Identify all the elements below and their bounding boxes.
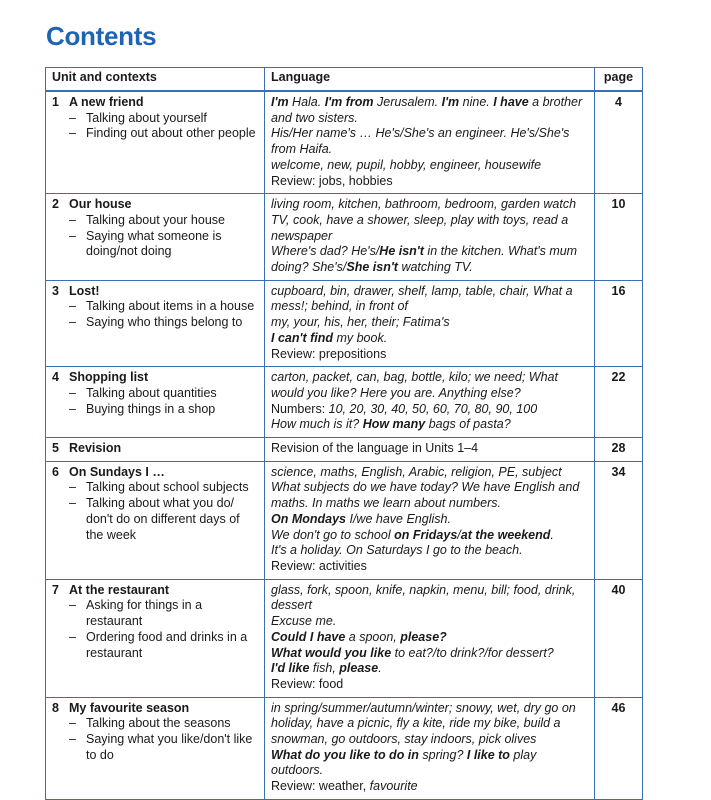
language-segment: at the weekend [460,527,551,542]
language-segment: I'd like [271,661,310,676]
unit-name: Our house [69,197,132,212]
context-item: – Talking about the seasons [69,716,260,732]
unit-name: On Sundays I … [69,464,165,479]
unit-heading [52,441,260,457]
language-segment: Jerusalem. [373,95,442,109]
unit-name: Revision [69,441,122,456]
language-segment: my book. [333,330,388,345]
unit-name: Shopping list [69,370,149,385]
language-segment: play outdoors. [271,747,537,778]
language-segment: I'm [441,95,460,109]
context-list [52,213,260,260]
language-segment: Where's dad? He's/ [271,244,380,259]
context-item: – Talking about quantities [69,386,260,402]
language-line [271,95,590,126]
language-segment: please? [400,629,447,644]
context-item: – Talking about your house [69,213,260,229]
language-segment: to eat?/to drink?/for dessert? [391,645,554,660]
language-segment: 10, 20, 30, 40, 50, 60, 70, 80, 90, 100 [328,401,538,416]
unit-heading [52,284,260,300]
language-line [271,646,590,662]
page-number: 22 [595,367,643,438]
language-segment: Could I have [271,629,346,644]
table-header-row [46,68,643,92]
language-line [271,158,590,174]
language-cell [265,194,595,281]
language-line [271,465,590,512]
page-number: 40 [595,579,643,697]
unit-number: 6 [52,464,59,479]
language-segment: please [339,661,379,676]
unit-heading [52,197,260,213]
language-cell [265,438,595,462]
unit-name: At the restaurant [69,582,170,597]
unit-number: 3 [52,283,59,298]
language-segment: Hala. [288,95,325,109]
language-cell [265,579,595,697]
language-line [271,661,590,677]
language-line [271,417,590,433]
contents-table [45,67,643,800]
language-segment: Review: prepositions [271,346,387,361]
page-title: Contents [46,21,157,51]
language-segment: glass, fork, spoon, knife, napkin, menu, bill; food, drink, dessert [271,582,576,613]
language-segment: . [550,527,554,542]
language-line [271,244,590,275]
unit-heading [52,465,260,481]
language-line [271,677,590,693]
language-segment: Review: activities [271,558,367,573]
language-segment: a brother and two sisters. [271,95,583,125]
context-item: – Talking about what you do/ don't do on different days of the week [69,496,260,543]
language-segment: Excuse me. [271,614,337,629]
language-segment: Review: weather, [271,779,370,794]
context-list [52,386,260,417]
language-line [271,347,590,363]
language-cell [265,280,595,367]
language-segment: How much is it? [271,417,363,432]
unit-heading [52,95,260,111]
page-number: 16 [595,280,643,367]
unit-name: Lost! [69,283,100,298]
context-item: – Saying what someone is doing/not doing [69,229,260,260]
language-segment: I'm from [324,95,374,109]
language-line [271,701,590,748]
language-cell [265,367,595,438]
unit-cell [46,194,265,281]
language-line [271,174,590,190]
page-number: 28 [595,438,643,462]
table-row [46,280,643,367]
language-segment: What do you like to do in [271,747,419,762]
language-line [271,779,590,795]
unit-cell [46,461,265,579]
context-list [52,716,260,763]
context-item: – Talking about items in a house [69,299,260,315]
language-segment: carton, packet, can, bag, bottle, kilo; we need; What would you like? Here you are. Anything else? [271,370,558,400]
unit-number: 1 [52,95,59,109]
language-line [271,630,590,646]
unit-name: A new friend [69,95,144,109]
language-segment: / [457,527,461,542]
language-line [271,370,590,401]
unit-heading [52,583,260,599]
unit-number: 5 [52,441,59,456]
unit-name: My favourite season [69,700,190,715]
language-line [271,197,590,244]
language-line [271,528,590,544]
context-item: – Saying what you like/don't like to do [69,732,260,763]
language-segment: nine. [459,95,494,109]
page-number: 4 [595,91,643,194]
language-segment: favourite [369,779,418,794]
context-item: – Finding out about other people [69,126,260,142]
language-segment: my, your, his, her, their; Fatima's [271,315,450,330]
context-item: – Saying who things belong to [69,315,260,331]
context-list [52,299,260,330]
unit-cell [46,280,265,367]
language-segment: We don't go to school [271,527,395,542]
language-line [271,315,590,331]
language-segment: It's a holiday. On Saturdays I go to the beach. [271,543,523,558]
language-segment: welcome, new, pupil, hobby, engineer, housewife [271,157,542,172]
language-segment: Numbers: [271,401,329,416]
unit-number: 7 [52,582,59,597]
table-row [46,579,643,697]
unit-number: 8 [52,700,59,715]
language-column-header: Language [265,68,595,92]
language-segment: in spring/summer/autumn/winter; snowy, wet, dry go on holiday, have a picnic, fly a kite, ride my bike, build a snowman, go outdoors, stay indoors, pick olives [271,700,576,747]
language-line [271,512,590,528]
table-row [46,194,643,281]
language-segment: fish, [309,661,340,676]
language-segment: on Fridays [394,527,458,542]
language-segment: science, maths, English, Arabic, religion, PE, subject What subjects do we have today? We have English and maths. In maths we learn about numbers. [271,464,580,511]
language-line [271,543,590,559]
page-number: 10 [595,194,643,281]
language-segment: . [378,661,382,676]
language-segment: a spoon, [345,629,401,644]
language-segment: She isn't [346,260,398,275]
language-segment: How many [362,417,426,432]
language-segment: I can't find [271,330,333,345]
context-item: – Talking about yourself [69,111,260,127]
language-line [271,441,590,457]
unit-cell [46,91,265,194]
unit-heading [52,701,260,717]
context-list [52,480,260,543]
language-segment: in the kitchen. What's mum doing? She's/ [271,244,578,275]
context-item: – Buying things in a shop [69,402,260,418]
context-item: – Asking for things in a restaurant [69,598,260,629]
page-number: 46 [595,697,643,799]
language-line [271,331,590,347]
language-cell [265,91,595,194]
unit-number: 4 [52,370,59,385]
language-line [271,583,590,614]
language-cell [265,461,595,579]
unit-cell [46,438,265,462]
language-line [271,748,590,779]
language-segment: I/we have English. [346,511,451,526]
language-segment: I like to [466,747,510,762]
language-segment: I'm [271,95,289,109]
language-segment: He isn't [379,244,424,259]
unit-number: 2 [52,197,59,212]
language-segment: On Mondays [271,511,347,526]
unit-cell [46,579,265,697]
language-segment: spring? [418,747,467,762]
language-segment: living room, kitchen, bathroom, bedroom, garden watch TV, cook, have a shower, sleep, play with toys, read a newspaper [271,197,577,243]
language-line [271,402,590,418]
unit-column-header: Unit and contexts [46,68,265,92]
page-number: 34 [595,461,643,579]
context-list [52,598,260,661]
language-segment: Review: food [271,676,344,691]
language-segment: What would you like [271,645,392,660]
table-row [46,461,643,579]
context-item: – Ordering food and drinks in a restaurant [69,630,260,661]
language-segment: Review: jobs, hobbies [271,173,393,188]
language-segment: bags of pasta? [425,417,511,432]
language-line [271,126,590,157]
table-row [46,91,643,194]
context-list [52,111,260,142]
unit-cell [46,367,265,438]
language-segment: cupboard, bin, drawer, shelf, lamp, table, chair, What a mess!; behind, in front of [271,283,573,314]
page-column-header: page [595,68,643,92]
table-row [46,367,643,438]
language-segment: Revision of the language in Units 1–4 [271,441,479,456]
language-segment: His/Her name's … He's/She's an engineer. He's/She's from Haifa. [271,126,570,157]
unit-heading [52,370,260,386]
context-item: – Talking about school subjects [69,480,260,496]
language-segment: I have [493,95,529,109]
language-line [271,284,590,315]
table-row [46,438,643,462]
language-line [271,559,590,575]
language-line [271,614,590,630]
language-segment: watching TV. [397,260,473,275]
